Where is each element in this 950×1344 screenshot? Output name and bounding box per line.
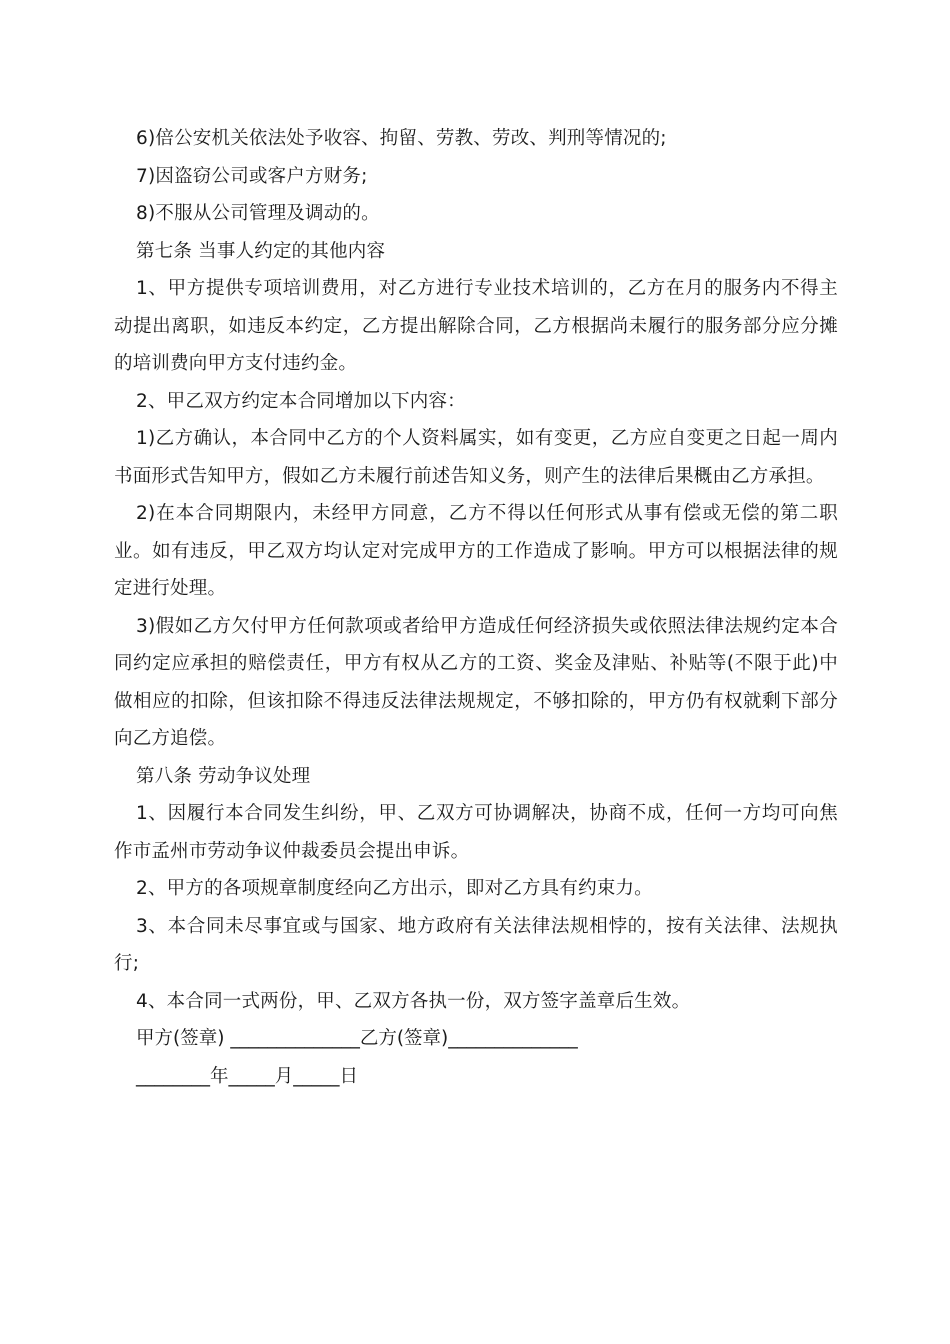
clause-6-6: 6)倍公安机关依法处予收容、拘留、劳教、劳改、判刑等情况的;	[136, 128, 667, 149]
article-7-item-1: 1、甲方提供专项培训费用，对乙方进行专业技术培训的，乙方在月的服务内不得主动提出离职，如违反本约定，乙方提出解除合同，乙方根据尚未履行的服务部分应分摊的培训费向甲方支付违约金。	[114, 278, 838, 374]
article-8-item-3: 3、本合同未尽事宜或与国家、地方政府有关法律法规相悖的，按有关法律、法规执行;	[114, 915, 838, 974]
clause-6-7: 7)因盗窃公司或客户方财务;	[136, 165, 368, 187]
signature-line: 甲方(签章) ______________乙方(签章)______________	[136, 1028, 578, 1049]
article-8-item-2: 2、甲方的各项规章制度经向乙方出示，即对乙方具有约束力。	[136, 878, 653, 899]
article-8-heading: 第八条 劳动争议处理	[136, 765, 311, 787]
date-line: ________年_____月_____日	[136, 1065, 359, 1087]
clause-6-8: 8)不服从公司管理及调动的。	[136, 203, 380, 224]
article-7-sub-1: 1)乙方确认，本合同中乙方的个人资料属实，如有变更，乙方应自变更之日起一周内书面形式告知甲方，假如乙方未履行前述告知义务，则产生的法律后果概由乙方承担。	[114, 428, 838, 487]
article-7-sub-3: 3)假如乙方欠付甲方任何款项或者给甲方造成任何经济损失或依照法律法规约定本合同约定应承担的赔偿责任，甲方有权从乙方的工资、奖金及津贴、补贴等(不限于此)中做相应的扣除，但该扣除不得违反法律法规规定，不够扣除的，甲方仍有权就剩下部分向乙方追偿。	[114, 615, 838, 749]
article-8-item-1: 1、因履行本合同发生纠纷，甲、乙双方可协调解决，协商不成，任何一方均可向焦作市孟州市劳动争议仲裁委员会提出申诉。	[114, 803, 838, 862]
article-7-item-2: 2、甲乙双方约定本合同增加以下内容：	[136, 390, 466, 412]
article-7-heading: 第七条 当事人约定的其他内容	[136, 240, 386, 262]
article-7-sub-2: 2)在本合同期限内，未经甲方同意，乙方不得以任何形式从事有偿或无偿的第二职业。如有违反，甲乙双方均认定对完成甲方的工作造成了影响。甲方可以根据法律的规定进行处理。	[114, 503, 838, 599]
article-8-item-4: 4、本合同一式两份，甲、乙双方各执一份，双方签字盖章后生效。	[136, 990, 691, 1012]
contract-body	[114, 120, 838, 1095]
